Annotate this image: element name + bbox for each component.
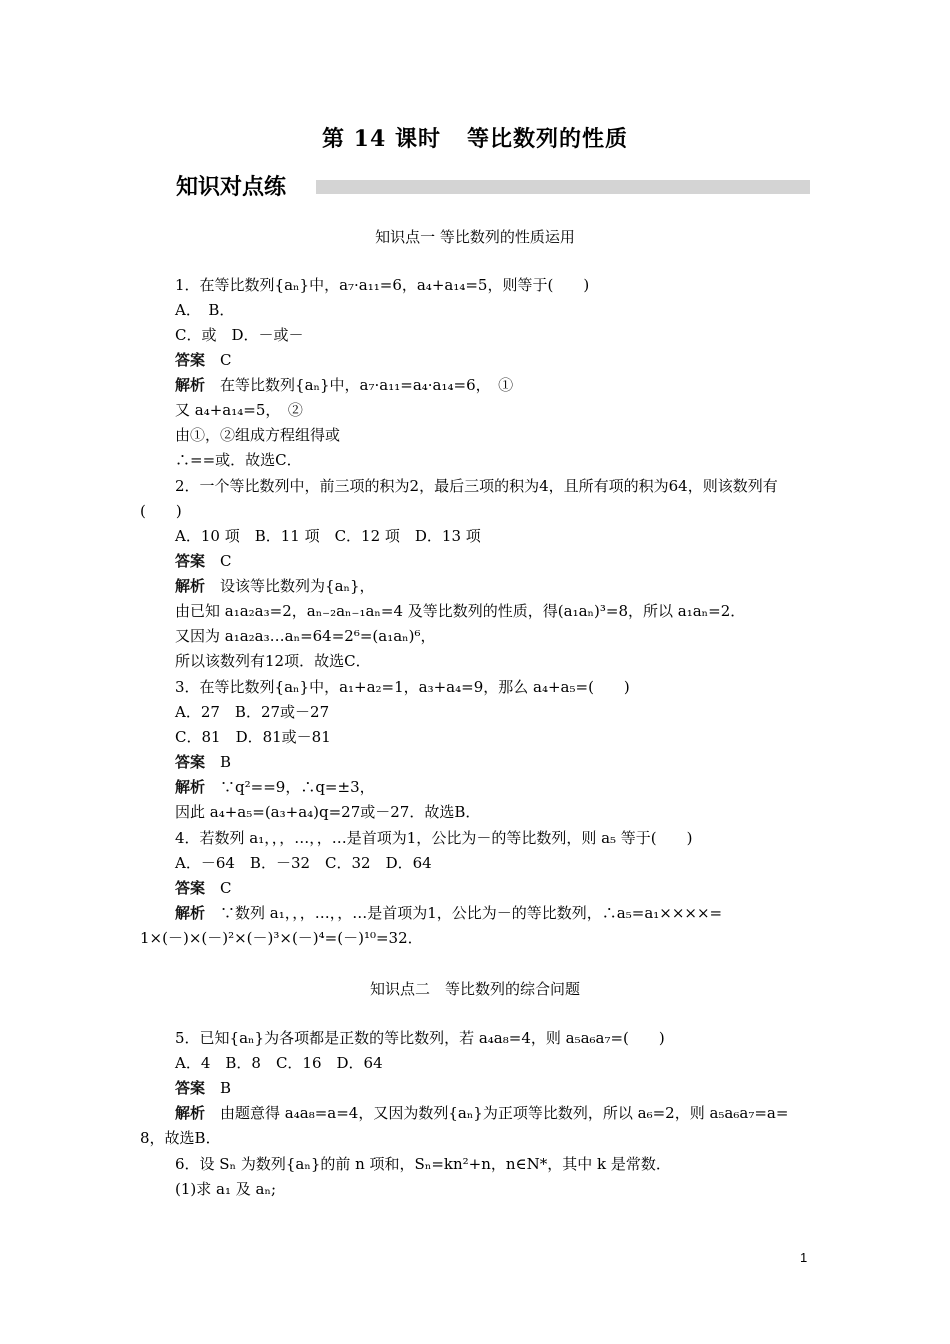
analysis-text: ∵数列 a₁，，，…，，…是首项为1，公比为－的等比数列，∴a₅=a₁××××= bbox=[220, 904, 723, 922]
section-heading-2: 知识点二 等比数列的综合问题 bbox=[369, 980, 580, 998]
q2-analysis bbox=[175, 576, 375, 596]
answer-label: 答案 bbox=[175, 753, 206, 771]
q2-stem-cont: ( ) bbox=[140, 502, 182, 520]
q1-analysis-line: ∴==或．故选C． bbox=[175, 451, 302, 469]
q6-stem: 6．设 Sₙ 为数列{aₙ}的前 n 项和，Sₙ=kn²+n，n∈N*，其中 k 是常数． bbox=[175, 1155, 671, 1173]
section-banner bbox=[176, 170, 810, 200]
answer-label: 答案 bbox=[175, 879, 206, 897]
analysis-text: 在等比数列{aₙ}中，a₇·a₁₁=a₄·a₁₄=6， ① bbox=[220, 376, 514, 394]
q5-analysis-line: 8，故选B． bbox=[140, 1129, 221, 1147]
q2-analysis-line: 又因为 a₁a₂a₃…aₙ=64=2⁶=(a₁aₙ)⁶， bbox=[175, 627, 436, 645]
q5-stem: 5．已知{aₙ}为各项都是正数的等比数列，若 a₄a₈=4，则 a₅a₆a₇=( ) bbox=[175, 1029, 665, 1047]
analysis-text: ∵q²==9，∴q=±3， bbox=[220, 778, 375, 796]
banner-logo-text: 知识对点练 bbox=[176, 175, 287, 200]
q2-answer bbox=[175, 551, 232, 571]
q3-options-cd: C．81 D．81或－81 bbox=[175, 728, 331, 746]
answer-label: 答案 bbox=[175, 351, 206, 369]
section-heading-1: 知识点一 等比数列的性质运用 bbox=[375, 228, 575, 246]
q4-analysis-line: 1×(－)×(－)²×(－)³×(－)⁴=(－)¹⁰=32． bbox=[140, 929, 423, 947]
answer-label: 答案 bbox=[175, 1079, 206, 1097]
q3-answer bbox=[175, 752, 231, 772]
analysis-text: 由题意得 a₄a₈=a=4，又因为数列{aₙ}为正项等比数列，所以 a₆=2，则 a₅a₆a₇=a= bbox=[220, 1104, 789, 1122]
q5-answer bbox=[175, 1078, 231, 1098]
analysis-label: 解析 bbox=[175, 1104, 206, 1122]
analysis-text: 设该等比数列为{aₙ}， bbox=[220, 577, 375, 595]
analysis-label: 解析 bbox=[175, 778, 206, 796]
q1-analysis-line: 由①，②组成方程组得或 bbox=[175, 426, 341, 444]
answer-value: B bbox=[220, 753, 232, 771]
banner-logo bbox=[176, 170, 286, 200]
page-number: 1 bbox=[800, 1250, 808, 1265]
q6-part-1: (1)求 a₁ 及 aₙ; bbox=[175, 1180, 276, 1198]
q2-analysis-line: 由已知 a₁a₂a₃=2，aₙ₋₂aₙ₋₁aₙ=4 及等比数列的性质，得(a₁aₙ)³=8，所以 a₁aₙ=2． bbox=[175, 602, 746, 620]
q1-analysis-line: 又 a₄+a₁₄=5， ② bbox=[175, 401, 303, 419]
analysis-label: 解析 bbox=[175, 577, 206, 595]
answer-value: B bbox=[220, 1079, 232, 1097]
q3-analysis bbox=[175, 777, 375, 797]
q3-options-ab: A．27 B．27或－27 bbox=[175, 703, 330, 721]
q4-answer bbox=[175, 878, 232, 898]
q1-options-ab: A． B． bbox=[175, 301, 235, 319]
q1-options-cd: C．或 D．－或－ bbox=[175, 326, 304, 344]
analysis-label: 解析 bbox=[175, 376, 206, 394]
answer-value: C bbox=[220, 351, 232, 369]
answer-value: C bbox=[220, 552, 232, 570]
q3-stem: 3．在等比数列{aₙ}中，a₁+a₂=1，a₃+a₄=9，那么 a₄+a₅=( ) bbox=[175, 678, 630, 696]
q4-options: A．－64 B．－32 C．32 D．64 bbox=[175, 854, 432, 872]
q2-options: A．10 项 B．11 项 C．12 项 D．13 项 bbox=[175, 527, 481, 545]
q2-analysis-line: 所以该数列有12项．故选C． bbox=[175, 652, 371, 670]
q1-stem: 1．在等比数列{aₙ}中，a₇·a₁₁=6，a₄+a₁₄=5，则等于( ) bbox=[175, 276, 590, 294]
answer-value: C bbox=[220, 879, 232, 897]
answer-label: 答案 bbox=[175, 552, 206, 570]
title-lesson-number: 第 14 课时 bbox=[322, 126, 441, 152]
q4-stem: 4．若数列 a₁，，，…，，…是首项为1，公比为－的等比数列，则 a₅ 等于( ) bbox=[175, 829, 693, 847]
analysis-label: 解析 bbox=[175, 904, 206, 922]
q5-options: A．4 B．8 C．16 D．64 bbox=[175, 1054, 383, 1072]
q3-analysis-line: 因此 a₄+a₅=(a₃+a₄)q=27或－27．故选B． bbox=[175, 803, 481, 821]
q5-analysis bbox=[175, 1103, 788, 1123]
banner-bar bbox=[316, 180, 810, 194]
q1-analysis bbox=[175, 375, 513, 395]
q4-analysis bbox=[175, 903, 722, 923]
q2-stem: 2．一个等比数列中，前三项的积为2，最后三项的积为4，且所有项的积为64，则该数列有 bbox=[175, 477, 778, 495]
q1-answer bbox=[175, 350, 232, 370]
page-title bbox=[0, 122, 950, 153]
title-topic: 等比数列的性质 bbox=[466, 126, 628, 152]
